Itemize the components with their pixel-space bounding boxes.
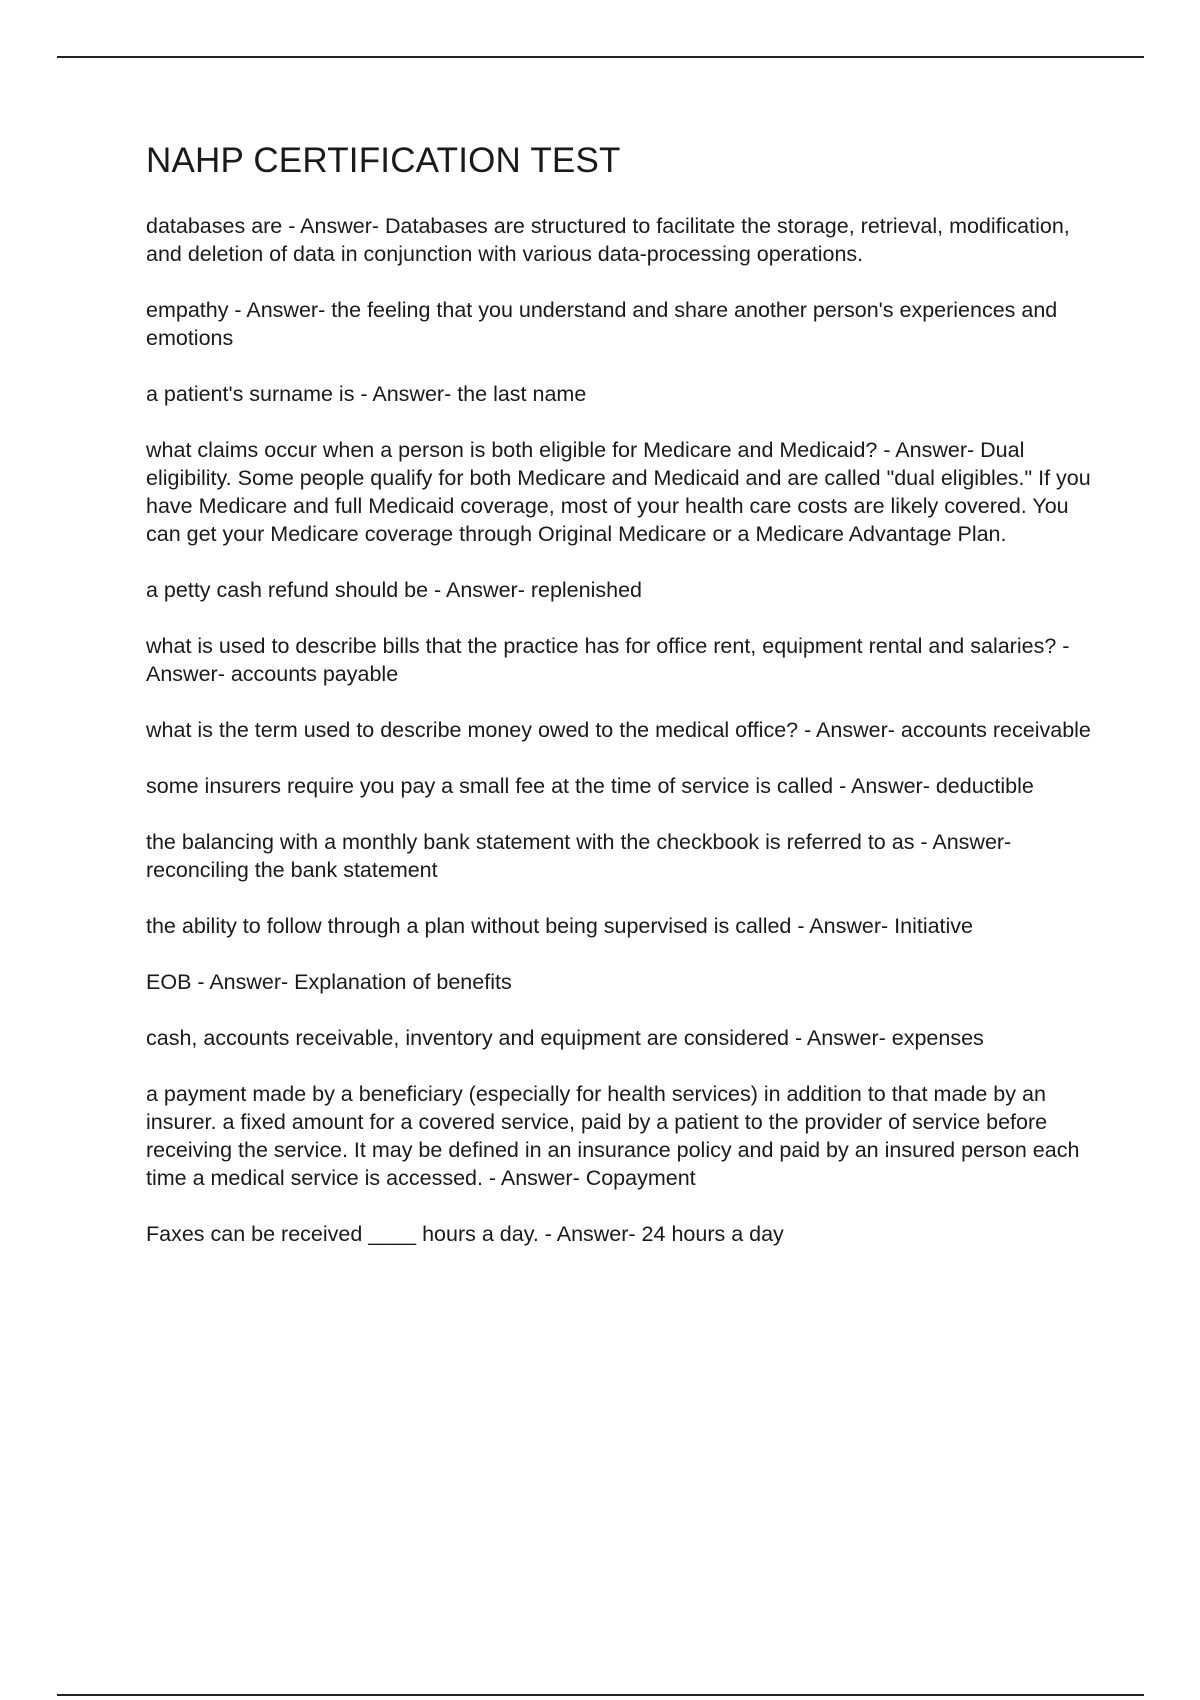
qa-item-faxes: Faxes can be received ____ hours a day. - Answer- 24 hours a day [146, 1222, 784, 1246]
qa-item-surname: a patient's surname is - Answer- the last name [146, 382, 587, 406]
qa-item-databases: databases are - Answer- Databases are structured to facilitate the storage, retrieval, modification, and deletion of data in conjunction with various data-processing operations. [146, 214, 1070, 266]
qa-item-deductible: some insurers require you pay a small fee at the time of service is called - Answer- deductible [146, 774, 1034, 798]
top-rule [57, 56, 1144, 58]
qa-list [146, 212, 1096, 1248]
qa-item-eob: EOB - Answer- Explanation of benefits [146, 970, 512, 994]
qa-item-petty-cash: a petty cash refund should be - Answer- replenished [146, 578, 642, 602]
bottom-rule [57, 1694, 1144, 1696]
qa-item-accounts-receivable: what is the term used to describe money owed to the medical office? - Answer- accounts receivable [146, 718, 1091, 742]
qa-item-empathy: empathy - Answer- the feeling that you understand and share another person's experiences and emotions [146, 298, 1058, 350]
qa-item-initiative: the ability to follow through a plan without being supervised is called - Answer- Initiative [146, 914, 974, 938]
document-body [146, 140, 1096, 1276]
qa-item-dual-eligibility: what claims occur when a person is both eligible for Medicare and Medicaid? - Answer- Dual eligibility. Some people qualify for both Medicare and Medicaid and are called "dual eligibles." If you have Medicare and full Medicaid coverage, most of your health care costs are likely covered. You can get your Medicare coverage through Original Medicare or a Medicare Advantage Plan. [146, 438, 1091, 546]
qa-item-copayment: a payment made by a beneficiary (especially for health services) in addition to that made by an insurer. a fixed amount for a covered service, paid by a patient to the provider of service before receiving the service. It may be defined in an insurance policy and paid by an insured person each time a medical service is accessed. - Answer- Copayment [146, 1082, 1080, 1190]
page-title: NAHP CERTIFICATION TEST [146, 141, 621, 180]
qa-item-expenses: cash, accounts receivable, inventory and equipment are considered - Answer- expenses [146, 1026, 984, 1050]
qa-item-reconciling: the balancing with a monthly bank statement with the checkbook is referred to as - Answer- reconciling the bank statement [146, 830, 1012, 882]
qa-item-accounts-payable: what is used to describe bills that the practice has for office rent, equipment rental and salaries? - Answer- accounts payable [146, 634, 1070, 686]
